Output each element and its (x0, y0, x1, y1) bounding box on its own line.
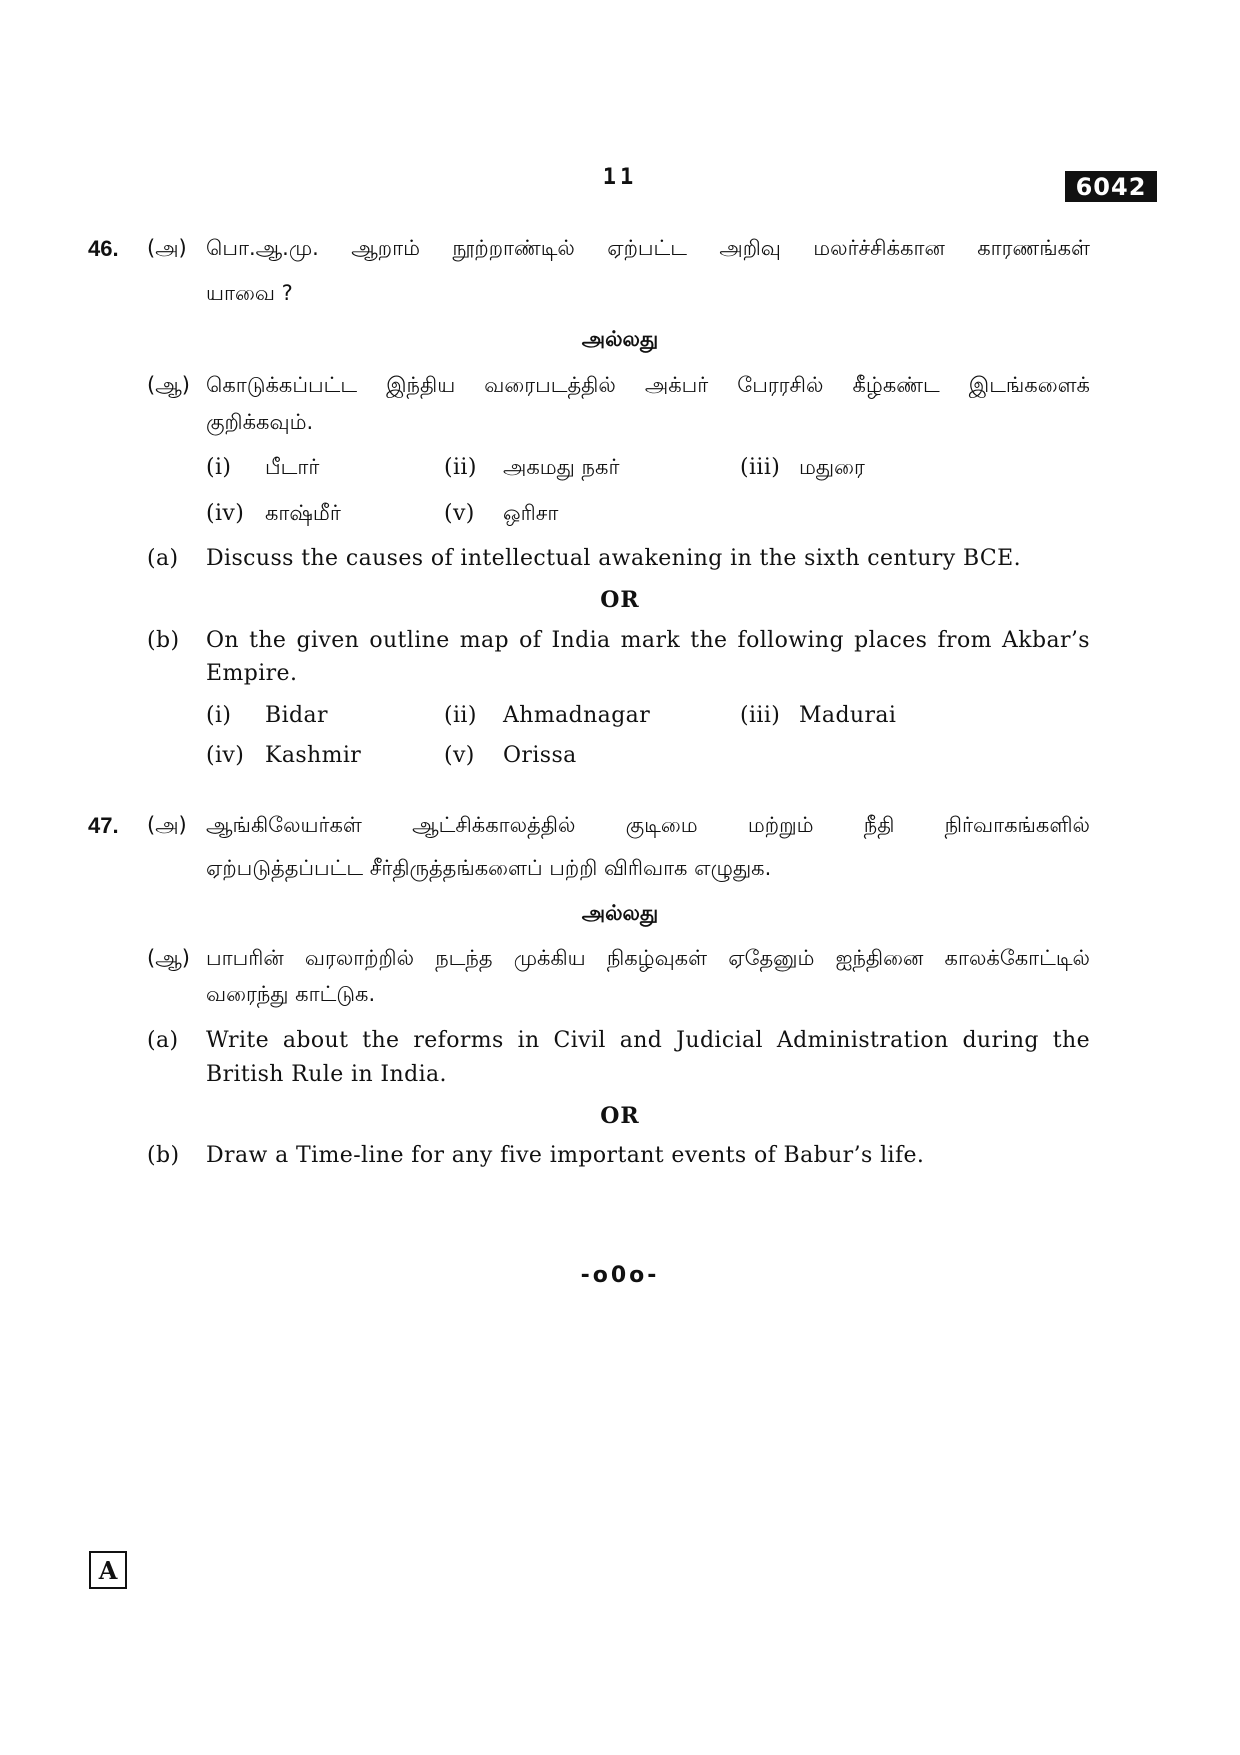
q46-ta-place-2-num: (ii) (444, 455, 477, 480)
q46-en-b-label: (b) (147, 628, 180, 653)
q46-en-b-line1: On the given outline map of India mark the following places from Akbar’s (206, 628, 1090, 653)
q46-ta-b-label: (ஆ) (147, 373, 190, 397)
q47-ta-b-line2: வரைந்து காட்டுக. (206, 982, 376, 1006)
q46-ta-place-1-num: (i) (206, 455, 232, 480)
q46-ta-place-3: மதுரை (799, 455, 865, 479)
q46-en-b-line2: Empire. (206, 661, 298, 686)
q47-en-a-label: (a) (147, 1028, 179, 1053)
q46-en-or: OR (600, 587, 640, 613)
q46-ta-place-3-num: (iii) (740, 455, 781, 480)
q47-ta-b-label: (ஆ) (147, 946, 190, 970)
q46-en-place-2-num: (ii) (444, 703, 477, 728)
q47-en-a-line2: British Rule in India. (206, 1062, 447, 1087)
q46-ta-place-5: ஒரிசா (503, 501, 559, 525)
question-set-box: A (89, 1551, 127, 1589)
q46-en-place-1: Bidar (265, 703, 328, 728)
q46-ta-place-4: காஷ்மீர் (265, 501, 341, 525)
page-number: 11 (602, 165, 638, 190)
q46-en-place-1-num: (i) (206, 703, 232, 728)
q46-ta-or: அல்லது (581, 327, 659, 351)
q46-ta-place-2: அகமது நகர் (503, 455, 620, 479)
q47-ta-a-line2: ஏற்படுத்தப்பட்ட சீர்திருத்தங்களைப் பற்றி விரிவாக எழுதுக. (206, 856, 772, 880)
q46-ta-place-5-num: (v) (444, 501, 475, 526)
q47-ta-a-line1: ஆங்கிலேயர்கள் ஆட்சிக்காலத்தில் குடிமை மற்றும் நீதி நிர்வாகங்களில் (206, 813, 1090, 837)
q46-en-place-5: Orissa (503, 743, 577, 768)
question-number-47: 47. (88, 813, 119, 838)
q46-en-a-label: (a) (147, 546, 179, 571)
q46-en-place-3-num: (iii) (740, 703, 781, 728)
q46-en-place-5-num: (v) (444, 743, 475, 768)
q47-en-or: OR (600, 1103, 640, 1129)
q46-ta-place-4-num: (iv) (206, 501, 245, 526)
paper-code-badge: 6042 (1065, 171, 1157, 202)
q46-ta-a-line1: பொ.ஆ.மு. ஆறாம் நூற்றாண்டில் ஏற்பட்ட அறிவு மலர்ச்சிக்கான காரணங்கள் (206, 236, 1090, 260)
q47-ta-a-label: (அ) (147, 813, 187, 837)
q46-ta-b-line2: குறிக்கவும். (206, 410, 314, 434)
q47-en-b-text: Draw a Time-line for any five important events of Babur’s life. (206, 1143, 925, 1168)
q46-ta-a-line2: யாவை ? (206, 281, 293, 305)
end-of-paper-mark: -o0o- (580, 1263, 660, 1288)
q47-en-a-line1: Write about the reforms in Civil and Judicial Administration during the (206, 1028, 1090, 1053)
q46-ta-b-line1: கொடுக்கப்பட்ட இந்திய வரைபடத்தில் அக்பர் பேரரசில் கீழ்கண்ட இடங்களைக் (206, 373, 1090, 397)
q46-en-place-4-num: (iv) (206, 743, 245, 768)
q46-ta-place-1: பீடார் (265, 455, 320, 479)
question-number-46: 46. (88, 236, 119, 261)
q46-en-a-text: Discuss the causes of intellectual awakening in the sixth century BCE. (206, 546, 1022, 571)
q47-en-b-label: (b) (147, 1143, 180, 1168)
q46-en-place-2: Ahmadnagar (503, 703, 651, 728)
q46-en-place-4: Kashmir (265, 743, 362, 768)
q46-en-place-3: Madurai (799, 703, 897, 728)
q47-ta-b-line1: பாபரின் வரலாற்றில் நடந்த முக்கிய நிகழ்வுகள் ஏதேனும் ஐந்தினை காலக்கோட்டில் (206, 946, 1090, 970)
q46-ta-a-label: (அ) (147, 236, 187, 260)
q47-ta-or: அல்லது (581, 901, 659, 925)
